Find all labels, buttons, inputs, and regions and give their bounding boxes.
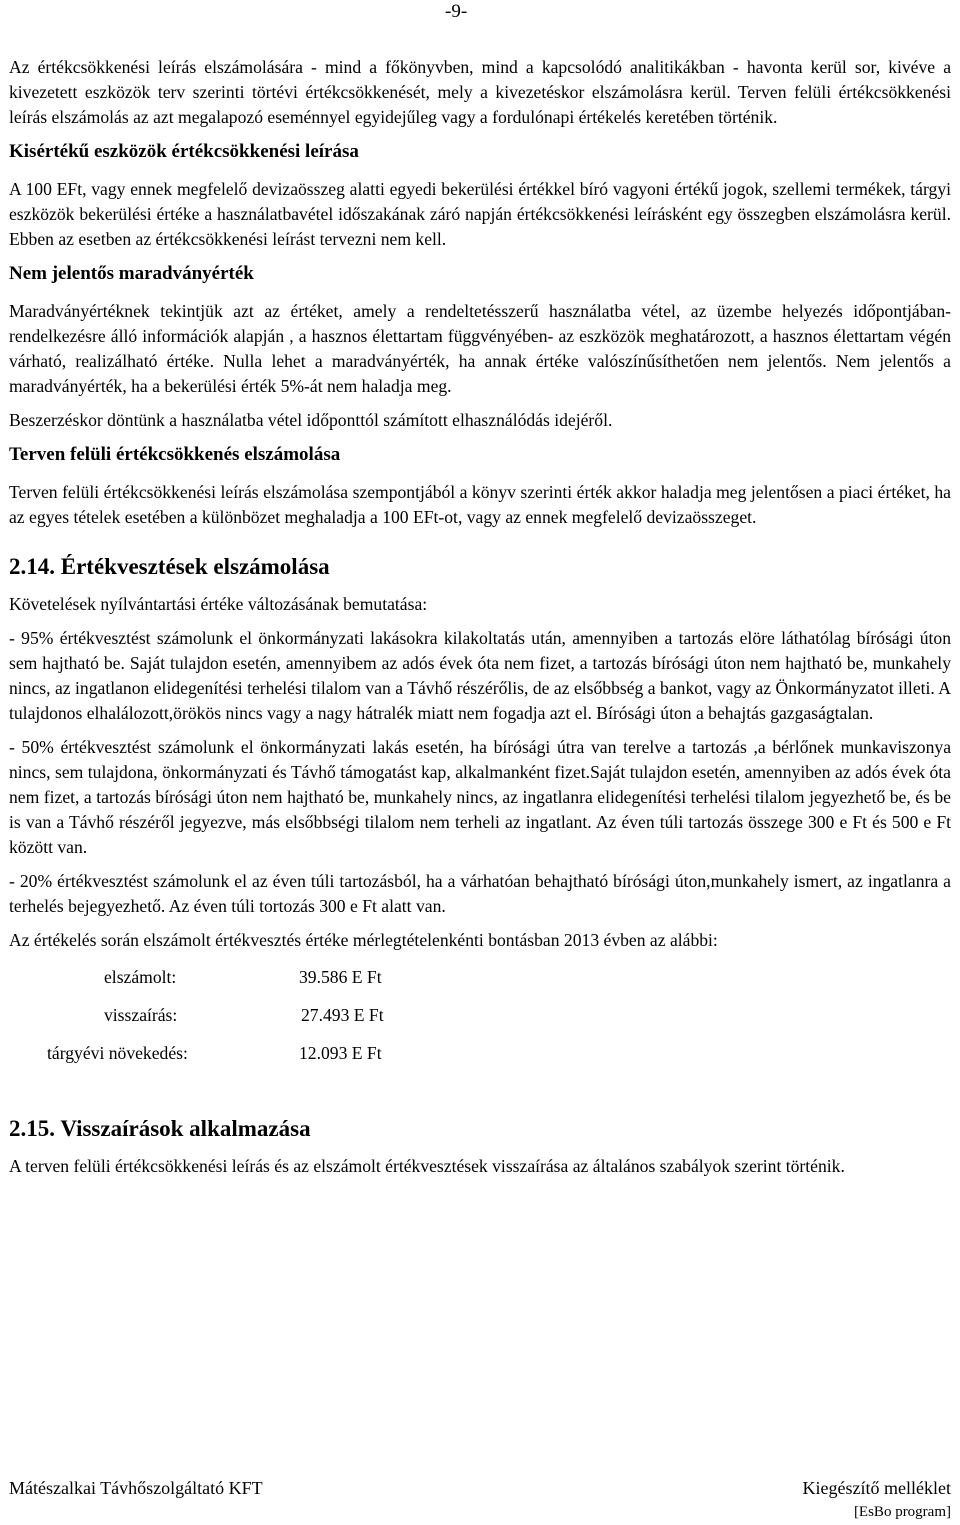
footer-document-title: Kiegészítő melléklet [802,1478,951,1498]
summary-row [9,1000,509,1030]
paragraph-impairment-20: - 20% értékvesztést számolunk el az éven túli tartozásból, ha a várhatóan behajtható bírósági úton,munkahely ismert, az ingatlanra a terhelés bejegyezhető. Az éven túli tortozás 300 e Ft alatt van. [9,871,951,916]
summary-label: tárgyévi növekedés: [47,1043,188,1063]
page-number: -9- [445,1,468,22]
summary-row [9,1038,509,1068]
summary-value: 39.586 E Ft [299,967,382,987]
paragraph-impairment-summary-intro: Az értékelés során elszámolt értékvesztés értéke mérlegtételenkénti bontásban 2013 évben az alábbi: [9,930,718,950]
document-body [9,55,951,1188]
footer-company: Mátészalkai Távhőszolgáltató KFT [9,1478,263,1498]
paragraph-low-value-assets: A 100 EFt, vagy ennek megfelelő devizaösszeg alatti egyedi bekerülési értékkel bíró vagyoni értékű jogok, szellemi termékek, tárgyi eszközök bekerülési értéke a használatbavétel időszakának záró napján értékcsökkenési leírásként egy összegben elszámolásra kerül. Ebben az esetben az értékcsökkenési leírást tervezni nem kell. [9,179,951,249]
paragraph-reversals: A terven felüli értékcsökkenési leírás és az elszámolt értékvesztések visszaírása az általános szabályok szerint történik. [9,1156,845,1176]
heading-section-2-15: 2.15. Visszaírások alkalmazása [9,1116,311,1141]
paragraph-useful-life: Beszerzéskor döntünk a használatba vétel időponttól számított elhasználódás idejéről. [9,410,613,430]
impairment-summary-table [9,962,951,1076]
paragraph-residual-value: Maradványértéknek tekintjük azt az értéket, amely a rendeltetésszerű használatba vétel, az üzembe helyezés időpontjában-rendelkezésre álló információk alapján , a hasznos élettartam függvényében- az eszközök meghatározott, a hasznos élettartam végén várható, realizálható értéke. Nulla lehet a maradványérték, ha annak értéke valószínűsíthetően nem jelentős. Nem jelentős a maradványérték, ha a bekerülési érték 5%-át nem haladja meg. [9,301,951,396]
summary-row [9,962,509,992]
paragraph-impairment-50: - 50% értékvesztést számolunk el önkormányzati lakás esetén, ha bírósági útra van terelve a tartozás ,a bérlőnek munkaviszonya nincs, sem tulajdona, önkormányzati és Távhő támogatást kap, alkalmanként fizet.Saját tulajdon esetén, amennyiben az adós évek óta nem fizet, a tartozás bírósági úton nem hajtható be, munkahely nincs, az ingatlanra elidegenítési terhelési tilalom jegyezhető be, és be is van a Távhő részéről jegyezve, más elsőbbségi tilalom nem terheli az ingatlant. Az éven túli tartozás összege 300 e Ft és 500 e Ft között van. [9,737,951,857]
summary-value: 12.093 E Ft [299,1043,382,1063]
heading-residual-value: Nem jelentős maradványérték [9,263,254,284]
paragraph-depreciation-accounting: Az értékcsökkenési leírás elszámolására - mind a főkönyvben, mind a kapcsolódó analitikákban - havonta kerül sor, kivéve a kivezetett eszközök terv szerinti törtévi értékcsökkenését, mely a kivezetéskor elszámolásra kerül. Terven felüli értékcsökkenési leírás elszámolás az azt megalapozó eseménnyel egyidejűleg vagy a fordulónapi értékelés keretében történik. [9,57,951,127]
heading-extraordinary-depreciation: Terven felüli értékcsökkenés elszámolása [9,444,341,465]
paragraph-receivables-intro: Követelések nyílvántartási értéke változásának bemutatása: [9,594,428,614]
summary-value: 27.493 E Ft [301,1005,384,1025]
heading-section-2-14: 2.14. Értékvesztések elszámolása [9,554,330,579]
footer-program: [EsBo program] [853,1504,951,1520]
summary-label: visszaírás: [104,1005,178,1025]
heading-low-value-assets: Kisértékű eszközök értékcsökkenési leírása [9,141,359,162]
paragraph-extraordinary-depreciation: Terven felüli értékcsökkenési leírás elszámolása szempontjából a könyv szerinti érték akkor haladja meg jelentősen a piaci értéket, ha az egyes tételek esetében a különbözet meghaladja a 100 EFt-ot, vagy az ennek megfelelő devizaösszeget. [9,482,951,527]
summary-label: elszámolt: [104,967,177,987]
paragraph-impairment-95: - 95% értékvesztést számolunk el önkormányzati lakásokra kilakoltatás után, amennyiben a tartozás elöre láthatólag bírósági úton sem hajtható be. Saját tulajdon esetén, amennyibem az adós évek óta nem fizet, a tartozás bírósági úton nem hajtható be, munkahely nincs, az ingatlanon elidegenítési terhelési tilalom van a Távhő részérőlis, de az elsőbbség a bankot, vagy az Önkormányzatot illeti. A tulajdonos elhalálozott,örökös nincs vagy a nagy hátralék miatt nem fogadja azt el. Bírósági úton a behajtás gazgaságtalan. [9,628,951,723]
